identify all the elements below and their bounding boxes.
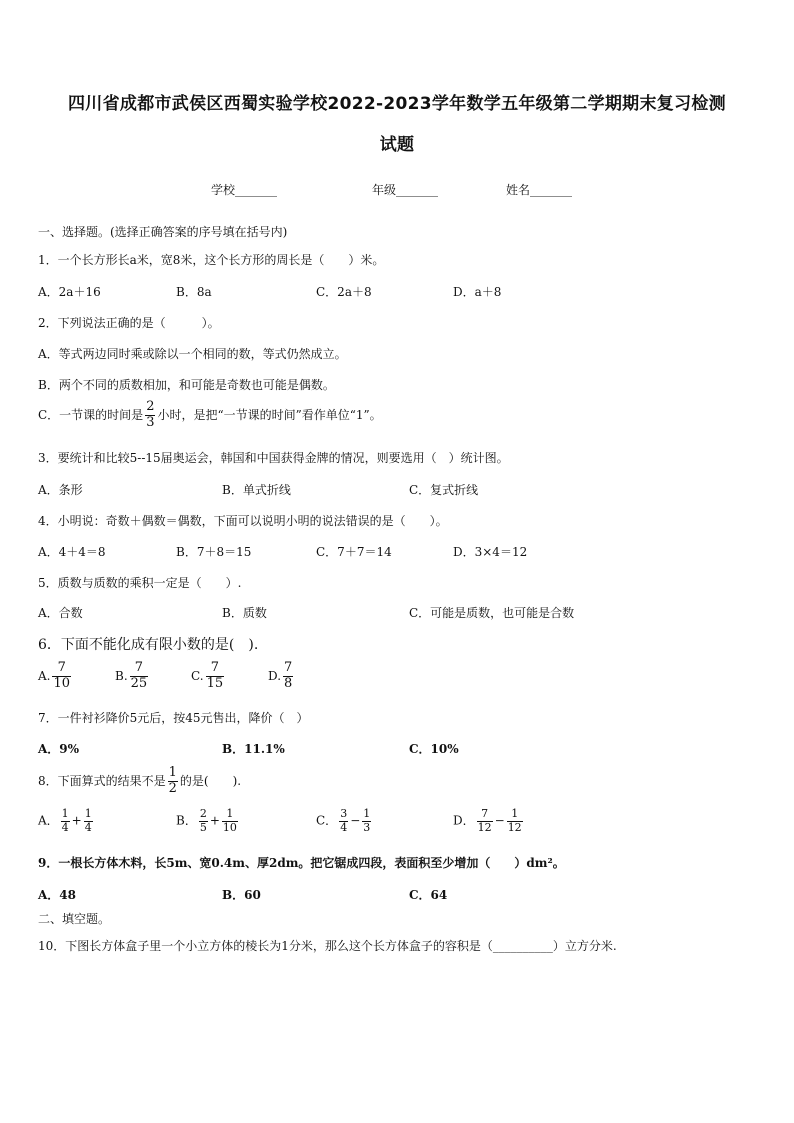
fraction: $\frac{1}{2}$ <box>168 765 177 796</box>
q9-option-b: B．60 <box>222 888 261 902</box>
question-3: 3．要统计和比较5--15届奥运会，韩国和中国获得金牌的情况，则要选用（ ）统计图。 <box>38 451 509 465</box>
q1-option-b: B．8a <box>176 285 212 299</box>
q8-option-d: D． $\frac{7}{12}$ − $\frac{1}{12}$ <box>453 807 522 834</box>
question-7: 7．一件衬衫降价5元后，按45元售出，降价（ ） <box>38 711 309 725</box>
fraction: $\frac{7}{15}$ <box>206 660 224 691</box>
question-2: 2．下列说法正确的是（ ）。 <box>38 316 220 330</box>
q5-option-a: A．合数 <box>38 606 83 620</box>
q3-option-c: C．复式折线 <box>409 483 479 497</box>
q6-option-b: B. $\frac{7}{25}$ <box>115 660 148 691</box>
grade-field: 年级_______ <box>372 183 439 197</box>
question-10: 10．下图长方体盒子里一个小立方体的棱长为1分米，那么这个长方体盒子的容积是（__________）立方分米. <box>38 939 617 953</box>
fraction: $\frac{2}{3}$ <box>146 399 155 430</box>
q3-option-b: B．单式折线 <box>222 483 291 497</box>
q8-option-c: C． $\frac{3}{4}$ − $\frac{1}{3}$ <box>316 807 371 834</box>
section-heading-fill: 二、填空题。 <box>38 912 111 926</box>
q5-option-c: C．可能是质数，也可能是合数 <box>409 606 575 620</box>
page-title-line2: 试题 <box>379 135 415 155</box>
q1-option-c: C．2a＋8 <box>316 285 372 299</box>
q2-option-c-post: 小时，是把“一节课的时间”看作单位“1”。 <box>157 407 382 422</box>
question-6: 6．下面不能化成有限小数的是( ). <box>38 637 259 653</box>
q4-option-c: C．7＋7＝14 <box>316 545 392 559</box>
q2-option-c-pre: C．一节课的时间是 <box>38 407 144 422</box>
q3-option-a: A．条形 <box>38 483 83 497</box>
q6-option-a: A. $\frac{7}{10}$ <box>38 660 71 691</box>
name-field: 姓名_______ <box>506 183 573 197</box>
q6-option-d: D. $\frac{7}{8}$ <box>268 660 293 691</box>
page-title: 四川省成都市武侯区西蜀实验学校2022-2023学年数学五年级第二学期期末复习检测 <box>68 94 726 114</box>
fraction: $\frac{7}{25}$ <box>130 660 148 691</box>
q7-option-b: B．11.1% <box>222 742 285 756</box>
question-1: 1．一个长方形长a米，宽8米，这个长方形的周长是（ ）米。 <box>38 253 385 267</box>
q8-option-b: B． $\frac{2}{5}$ + $\frac{1}{10}$ <box>176 807 237 834</box>
q9-option-c: C．64 <box>409 888 448 902</box>
fraction: $\frac{7}{8}$ <box>284 660 293 691</box>
q4-option-d: D．3×4＝12 <box>453 545 528 559</box>
q7-option-c: C．10% <box>409 742 459 756</box>
q6-option-c: C. $\frac{7}{15}$ <box>191 660 224 691</box>
q8-option-a: A． $\frac{1}{4}$ + $\frac{1}{4}$ <box>38 807 92 834</box>
q1-option-d: D．a＋8 <box>453 285 502 299</box>
q2-option-b: B．两个不同的质数相加，和可能是奇数也可能是偶数。 <box>38 378 335 392</box>
q2-option-a: A．等式两边同时乘或除以一个相同的数，等式仍然成立。 <box>38 347 347 361</box>
section-heading-choice: 一、选择题。(选择正确答案的序号填在括号内) <box>38 225 288 239</box>
question-8: 8．下面算式的结果不是 $\frac{1}{2}$ 的是( ). <box>38 765 242 796</box>
question-4: 4．小明说：奇数＋偶数＝偶数，下面可以说明小明的说法错误的是（ ）。 <box>38 514 448 528</box>
q4-option-a: A．4＋4＝8 <box>38 545 106 559</box>
school-field: 学校_______ <box>211 183 278 197</box>
q4-option-b: B．7＋8＝15 <box>176 545 252 559</box>
q5-option-b: B．质数 <box>222 606 267 620</box>
q2-option-c <box>38 400 382 431</box>
question-9: 9．一根长方体木料，长5m、宽0.4m、厚2dm。把它锯成四段，表面积至少增加（ ）dm²。 <box>38 856 565 870</box>
question-5: 5．质数与质数的乘积一定是（ ）. <box>38 576 242 590</box>
fraction: $\frac{7}{10}$ <box>53 660 71 691</box>
q7-option-a: A．9% <box>38 742 80 756</box>
q1-option-a: A．2a＋16 <box>38 285 101 299</box>
q9-option-a: A．48 <box>38 888 77 902</box>
